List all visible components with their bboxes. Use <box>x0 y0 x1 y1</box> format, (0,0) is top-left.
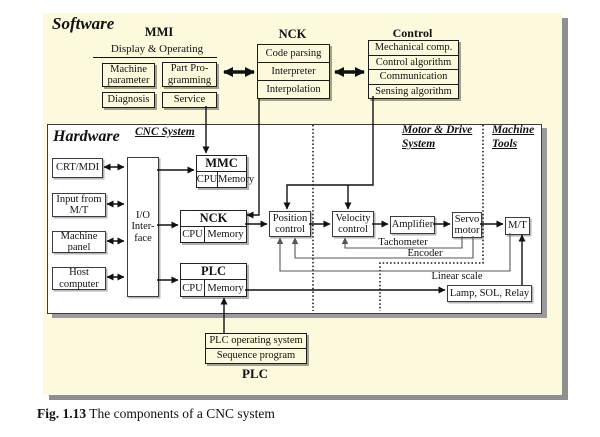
unit-plc-memory: Memory <box>207 282 244 294</box>
hardware-section-label: Hardware <box>53 128 120 145</box>
box-io-interface: I/O Inter- face <box>127 157 159 297</box>
label-linear-scale: Linear scale <box>431 271 483 282</box>
plc-row-sequence-program: Sequence program <box>206 348 306 363</box>
unit-plc <box>180 263 247 297</box>
plc-software-stack <box>205 333 307 364</box>
box-mt: M/T <box>505 217 530 235</box>
box-velocity-control: Velocity control <box>332 211 374 237</box>
control-row-mechanical: Mechanical comp. <box>374 42 453 54</box>
box-service: Service <box>162 92 217 108</box>
box-diagnosis: Diagnosis <box>102 92 155 108</box>
mmi-subtitle-rule <box>93 57 217 58</box>
label-encoder: Encoder <box>407 248 443 259</box>
box-machine-panel: Machine panel <box>52 231 106 253</box>
box-crt-mdi: CRT/MDI <box>52 158 103 178</box>
zone-cnc-system: CNC System <box>135 126 195 138</box>
unit-nck-memory: Memory <box>207 229 244 240</box>
control-title: Control <box>392 26 433 40</box>
nck-row-code-parsing: Code parsing <box>265 47 322 59</box>
box-part-programming: Part Pro- gramming <box>162 62 217 87</box>
unit-plc-title: PLC <box>181 264 246 280</box>
box-machine-parameter: Machine parameter <box>102 63 155 87</box>
box-host-computer: Host computer <box>52 267 106 290</box>
caption-text: The components of a CNC system <box>89 406 275 421</box>
box-input-from-mt: Input from M/T <box>52 193 106 217</box>
control-row-communication: Communication <box>369 69 458 84</box>
mmi-subtitle: Display & Operating <box>110 43 204 55</box>
unit-mmc <box>196 155 255 188</box>
nck-software-stack <box>257 44 330 99</box>
control-row-algorithm: Control algorithm <box>369 55 458 70</box>
unit-nck <box>180 210 247 243</box>
unit-plc-cpu: CPU <box>181 280 205 296</box>
unit-nck-title: NCK <box>181 211 246 227</box>
mmi-title: MMI <box>144 25 174 39</box>
caption-number: Fig. 1.13 <box>37 406 87 421</box>
nck-row-interpreter: Interpreter <box>258 62 329 80</box>
control-row-sensing: Sensing algorithm <box>369 84 458 99</box>
box-amplifier: Amplifier <box>390 216 435 234</box>
box-lamp-sol-relay: Lamp, SOL, Relay <box>447 285 532 302</box>
zone-motor-drive: Motor & Drive System <box>402 124 473 150</box>
unit-nck-cpu: CPU <box>181 227 205 242</box>
figure-caption <box>37 406 275 422</box>
control-stack <box>368 40 459 99</box>
unit-mmc-memory: Memory <box>218 174 255 185</box>
software-section-label: Software <box>52 14 115 33</box>
plc-software-label: PLC <box>242 366 268 381</box>
plc-row-operating-system: PLC operating system <box>209 335 303 347</box>
zone-machine-tools: Machine Tools <box>492 124 535 150</box>
label-tachometer: Tachometer <box>378 237 428 248</box>
nck-row-interpolation: Interpolation <box>258 80 329 98</box>
box-position-control: Position control <box>269 211 311 237</box>
unit-mmc-cpu: CPU <box>196 174 218 185</box>
box-servo-motor: Servo motor <box>452 212 482 238</box>
unit-mmc-title: MMC <box>197 156 246 172</box>
nck-software-title: NCK <box>278 27 307 41</box>
